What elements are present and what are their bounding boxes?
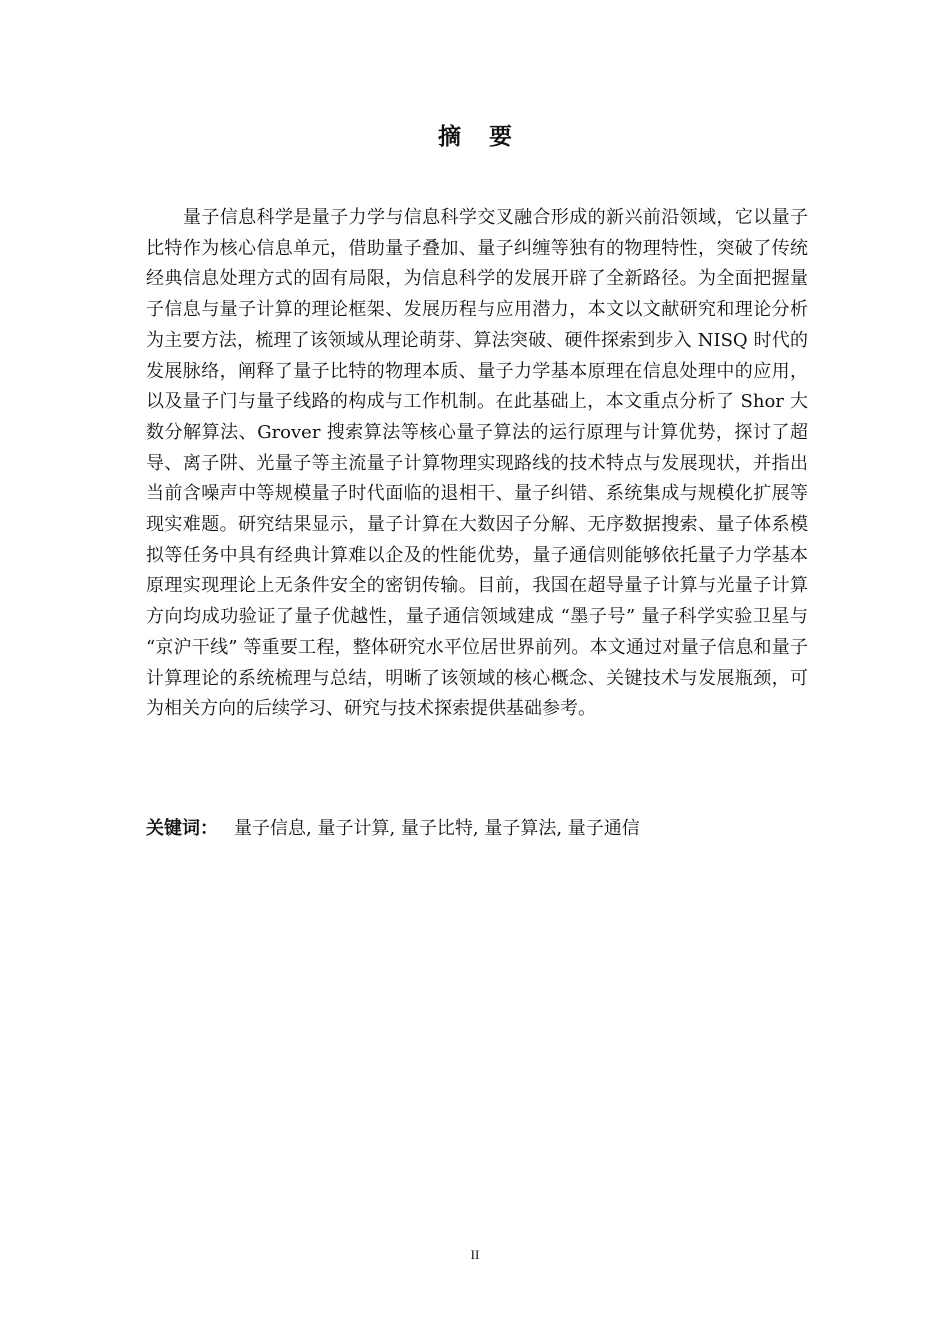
keywords-label: 关键词： <box>146 818 218 839</box>
keywords-line <box>146 814 808 844</box>
abstract-paragraph: 量子信息科学是量子力学与信息科学交叉融合形成的新兴前沿领域，它以量子比特作为核心信息单元，借助量子叠加、量子纠缠等独有的物理特性，突破了传统经典信息处理方式的固有局限，为信息科学的发展开辟了全新路径。为全面把握量子信息与量子计算的理论框架、发展历程与应用潜力，本文以文献研究和理论分析为主要方法，梳理了该领域从理论萌芽、算法突破、硬件探索到步入 NISQ 时代的发展脉络，阐释了量子比特的物理本质、量子力学基本原理在信息处理中的应用，以及量子门与量子线路的构成与工作机制。在此基础上，本文重点分析了 Shor 大数分解算法、Grover 搜索算法等核心量子算法的运行原理与计算优势，探讨了超导、离子阱、光量子等主流量子计算物理实现路线的技术特点与发展现状，并指出当前含噪声中等规模量子时代面临的退相干、量子纠错、系统集成与规模化扩展等现实难题。研究结果显示，量子计算在大数因子分解、无序数据搜索、量子体系模拟等任务中具有经典计算难以企及的性能优势，量子通信则能够依托量子力学基本原理实现理论上无条件安全的密钥传输。目前，我国在超导量子计算与光量子计算方向均成功验证了量子优越性，量子通信领域建成 “墨子号” 量子科学实验卫星与 “京沪干线” 等重要工程，整体研究水平位居世界前列。本文通过对量子信息和量子计算理论的系统梳理与总结，明晰了该领域的核心概念、关键技术与发展瓶颈，可为相关方向的后续学习、研究与技术探索提供基础参考。 <box>146 207 808 720</box>
keywords-list: 量子信息, 量子计算, 量子比特, 量子算法, 量子通信 <box>234 818 640 839</box>
abstract-title: 摘要 <box>438 124 540 150</box>
page-number: II <box>470 1247 480 1262</box>
